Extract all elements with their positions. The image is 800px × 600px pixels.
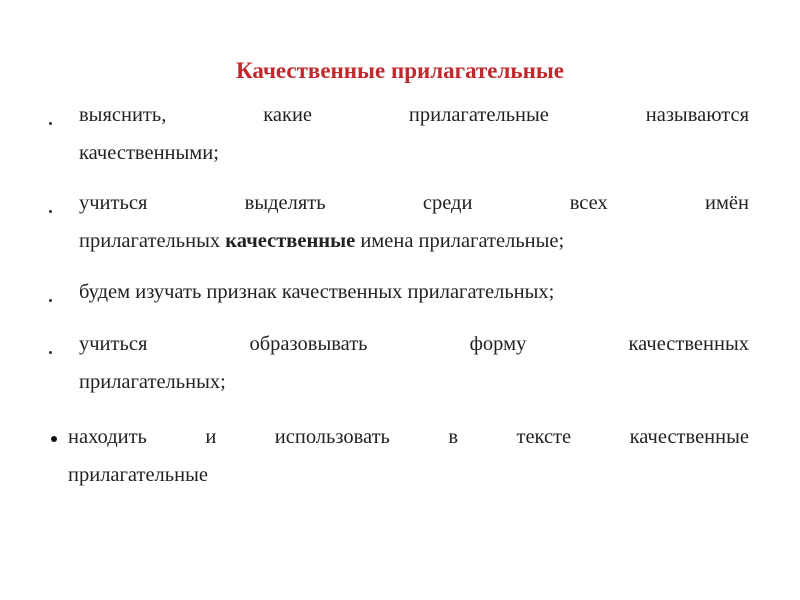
- list-item-line: находить и использовать в тексте качественные: [68, 426, 749, 448]
- list-item-line: учиться образовывать форму качественных: [79, 333, 749, 355]
- bullet-icon: [49, 122, 52, 125]
- bullet-icon: [49, 210, 52, 213]
- list-item-line: прилагательных;: [79, 371, 226, 393]
- list-item: [79, 96, 749, 172]
- list-item: [79, 273, 749, 311]
- list-item-line: прилагательные: [68, 464, 208, 486]
- slide-title: Качественные прилагательные: [235, 58, 564, 83]
- bullet-icon: [51, 436, 57, 442]
- list-item: [68, 418, 749, 494]
- list-item-line: учиться выделять среди всех имён: [79, 192, 749, 214]
- bullet-icon: [49, 299, 52, 302]
- list-item-line: будем изучать признак качественных прилагательных;: [79, 281, 555, 303]
- list-item: [79, 184, 749, 260]
- list-item-text: прилагательных: [79, 230, 226, 252]
- list-item-line: [79, 222, 749, 260]
- list-item: [79, 325, 749, 401]
- list-item-line: качественными;: [79, 142, 219, 164]
- list-item-text: имена прилагательные;: [355, 230, 565, 252]
- list-item-line: выяснить, какие прилагательные называются: [79, 104, 749, 126]
- bullet-icon: [49, 351, 52, 354]
- emphasis-text: качественные: [225, 230, 356, 252]
